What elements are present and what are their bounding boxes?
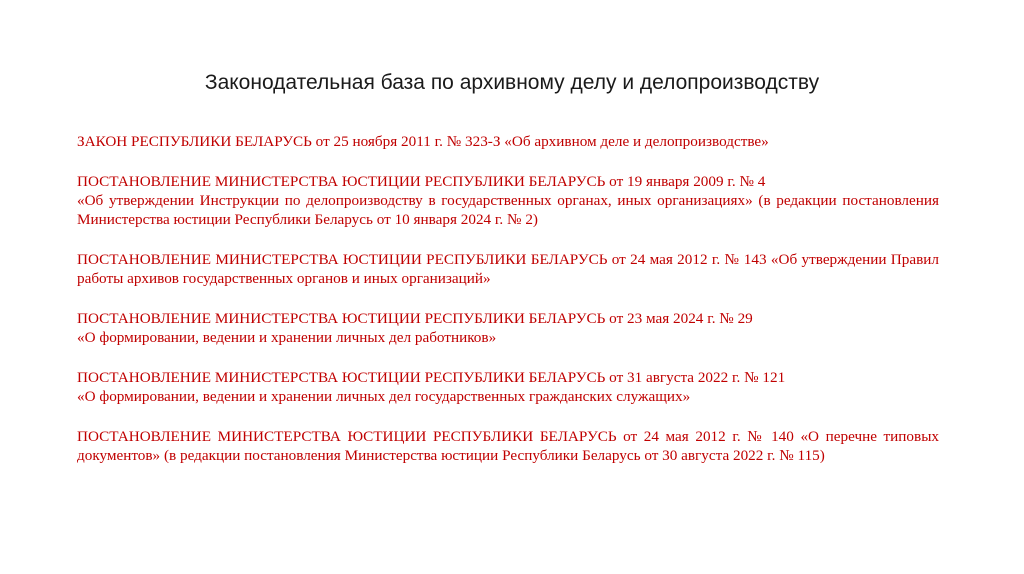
document-text: «О формировании, ведении и хранении личных дел работников» (77, 329, 497, 346)
document-text: ПОСТАНОВЛЕНИЕ МИНИСТЕРСТВА ЮСТИЦИИ РЕСПУБЛИКИ БЕЛАРУСЬ от 24 мая 2012 г. № 140 «О перечне типовых документов» (в редакции постановления Министерства юстиции Республики Беларусь от 30 августа 2022 г. № 115) (77, 428, 939, 464)
document-resolution-121 (77, 368, 939, 406)
document-resolution-4 (77, 172, 939, 229)
document-law-323 (77, 132, 939, 151)
document-resolution-143 (77, 250, 939, 288)
document-heading: ПОСТАНОВЛЕНИЕ МИНИСТЕРСТВА ЮСТИЦИИ РЕСПУБЛИКИ БЕЛАРУСЬ от 19 января 2009 г. № 4 (77, 173, 766, 190)
document-resolution-29 (77, 309, 939, 347)
document-text: «О формировании, ведении и хранении личных дел государственных гражданских служащих» (77, 388, 691, 405)
document-text: ЗАКОН РЕСПУБЛИКИ БЕЛАРУСЬ от 25 ноября 2011 г. № 323-З «Об архивном деле и делопроизводстве» (77, 133, 769, 150)
slide-title: Законодательная база по архивному делу и делопроизводству (204, 71, 820, 94)
document-resolution-140 (77, 427, 939, 465)
document-heading: ПОСТАНОВЛЕНИЕ МИНИСТЕРСТВА ЮСТИЦИИ РЕСПУБЛИКИ БЕЛАРУСЬ от 23 мая 2024 г. № 29 (77, 310, 753, 327)
document-text: ПОСТАНОВЛЕНИЕ МИНИСТЕРСТВА ЮСТИЦИИ РЕСПУБЛИКИ БЕЛАРУСЬ от 24 мая 2012 г. № 143 «Об утверждении Правил работы архивов государственных органов и иных организаций» (77, 251, 939, 287)
documents-list (77, 132, 939, 465)
document-text: «Об утверждении Инструкции по делопроизводству в государственных органах, иных организациях» (в редакции постановления Министерства юстиции Республики Беларусь от 10 января 2024 г. № 2) (77, 192, 939, 228)
document-heading: ПОСТАНОВЛЕНИЕ МИНИСТЕРСТВА ЮСТИЦИИ РЕСПУБЛИКИ БЕЛАРУСЬ от 31 августа 2022 г. № 121 (77, 369, 786, 386)
